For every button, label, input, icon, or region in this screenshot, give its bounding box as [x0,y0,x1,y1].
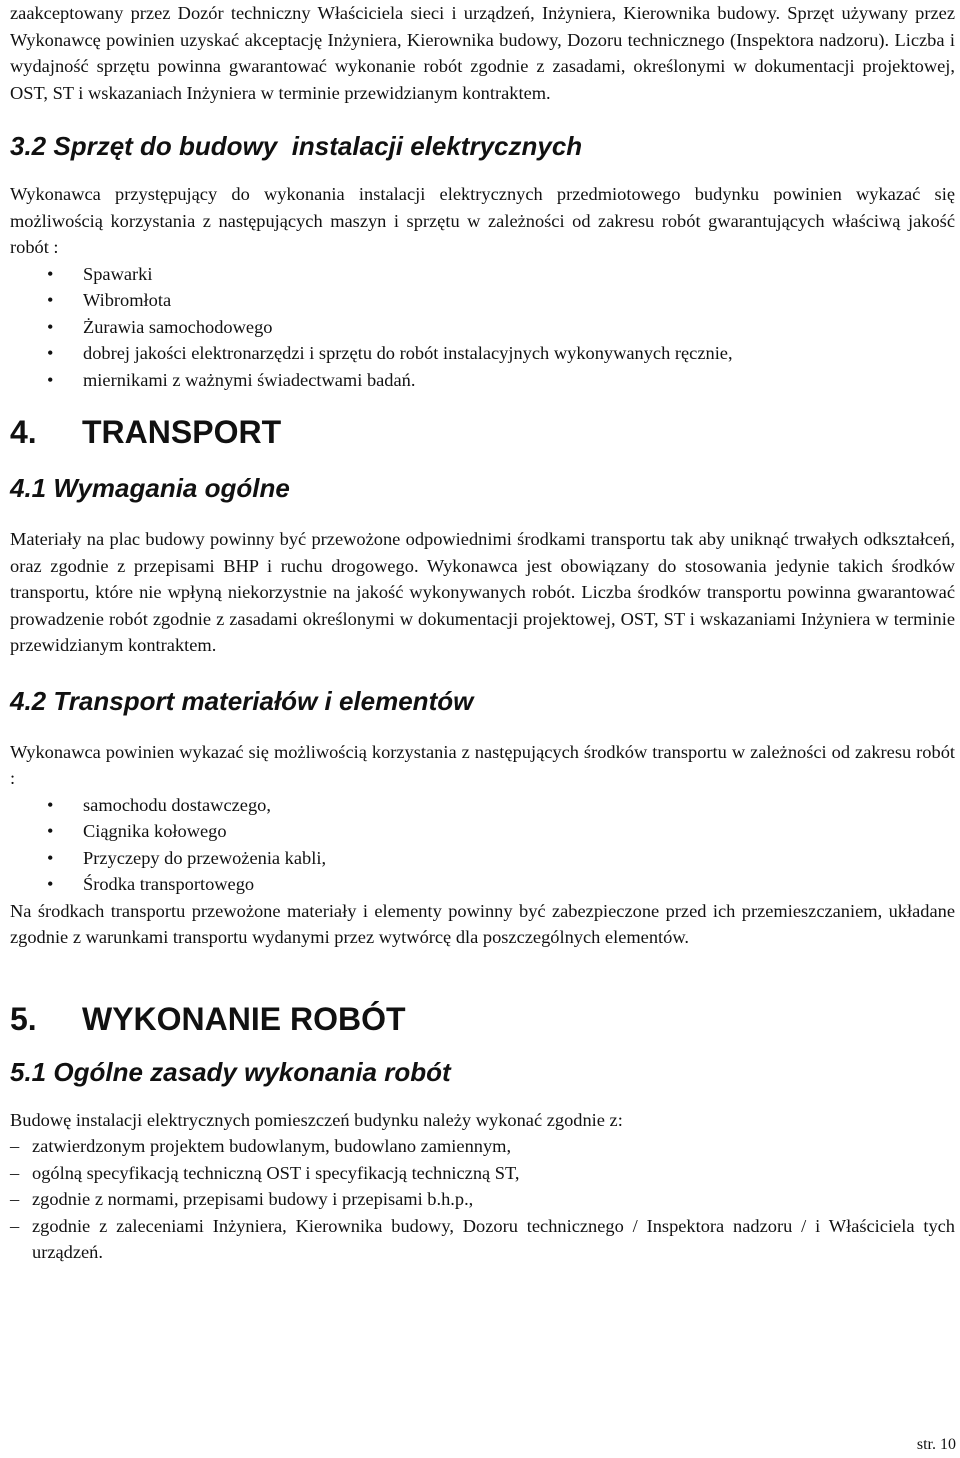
list-item: – zgodnie z zaleceniami Inżyniera, Kierownika budowy, Dozoru technicznego / Inspektora nadzoru / i Właściciela tych urządzeń. [10,1213,955,1266]
section-4-2-heading: 4.2 Transport materiałów i elementów [10,685,474,716]
section-3-2-paragraph: Wykonawca przystępujący do wykonania instalacji elektrycznych przedmiotowego budynku powinien wykazać się możliwością korzystania z następujących maszyn i sprzętu w zależności od zakresu robót gwarantujących właściwą jakość robót : [10,184,955,257]
dash-icon: – [10,1162,20,1183]
list-item: • Żurawia samochodowego [10,314,955,341]
section-5-1-heading: 5.1 Ogólne zasady wykonania robót [10,1056,451,1087]
bullet-icon: • [47,821,54,841]
section-4-1-paragraph: Materiały na plac budowy powinny być przewożone odpowiednimi środkami transportu tak aby uniknąć trwałych odkształceń, oraz zgodnie z przepisami BHP i ruchu drogowego. Wykonawca jest obowiązany do stosowania jedynie takich środków transportu, które nie wpłyną niekorzystnie na jakość wykonywanych robót. Liczba środków transportu powinna gwarantować prowadzenie robót zgodnie z zasadami określonymi w dokumentacji projektowej, OST, ST i wskazaniami Inżyniera w terminie przewidzianym kontraktem. [10,529,955,655]
transport-list [10,792,955,898]
section-title: WYKONANIE ROBÓT [82,1000,406,1037]
bullet-icon: • [47,263,54,284]
bullet-icon: • [47,343,54,363]
section-4-2-paragraph: Wykonawca powinien wykazać się możliwością korzystania z następujących środków transportu w zależności od zakresu robót : [10,741,955,788]
list-item: • Przyczepy do przewożenia kabli, [10,845,955,872]
bullet-icon: • [47,290,54,310]
section-title: TRANSPORT [82,414,282,450]
section-5-heading [10,1001,955,1037]
list-item: – zatwierdzonym projektem budowlanym, budowlano zamiennym, [10,1133,955,1160]
section-3-2-heading: 3.2 Sprzęt do budowy instalacji elektrycznych [10,131,583,161]
dash-icon: – [10,1189,20,1209]
section-4-2-closing-paragraph: Na środkach transportu przewożone materiały i elementy powinny być zabezpieczone przed ich przemieszczaniem, układane zgodnie z warunkami transportu wydanymi przez wytwórcę dla poszczególnych elementów. [10,900,955,947]
requirements-list [10,1133,955,1266]
equipment-list [10,261,955,394]
dash-icon: – [10,1136,20,1156]
bullet-icon: • [47,847,54,868]
list-item: • Środka transportowego [10,871,955,898]
bullet-icon: • [47,369,54,390]
document-page [10,0,955,1266]
dash-icon: – [10,1215,20,1236]
section-5-1-paragraph: Budowę instalacji elektrycznych pomieszczeń budynku należy wykonać zgodnie z: [10,1109,623,1130]
list-item: • samochodu dostawczego, [10,792,955,819]
section-4-1-heading: 4.1 Wymagania ogólne [10,473,290,503]
list-item: • Ciągnika kołowego [10,818,955,845]
list-item: • miernikami z ważnymi świadectwami badań. [10,367,955,394]
intro-paragraph: zaakceptowany przez Dozór techniczny Właściciela sieci i urządzeń, Inżyniera, Kierownika budowy. Sprzęt używany przez Wykonawcę powinien uzyskać akceptację Inżyniera, Kierownika budowy, Dozoru technicznego (Inspektora nadzoru). Liczba i wydajność sprzętu powinna gwarantować wykonanie robót zgodnie z zasadami, określonymi w dokumentacji projektowej, OST, ST i wskazaniach Inżyniera w terminie przewidzianym kontraktem. [10,3,955,103]
bullet-icon: • [47,874,54,894]
list-item: • Spawarki [10,261,955,288]
list-item: • dobrej jakości elektronarzędzi i sprzętu do robót instalacyjnych wykonywanych ręcznie, [10,340,955,367]
list-item: – ogólną specyfikacją techniczną OST i specyfikacją techniczną ST, [10,1160,955,1187]
page-number: str. 10 [916,1436,956,1453]
list-item: – zgodnie z normami, przepisami budowy i przepisami b.h.p., [10,1186,955,1213]
section-number: 4. [10,414,37,450]
list-item: • Wibromłota [10,287,955,314]
section-4-heading [10,414,955,450]
bullet-icon: • [47,316,54,337]
bullet-icon: • [47,794,54,815]
section-number: 5. [10,1000,37,1037]
